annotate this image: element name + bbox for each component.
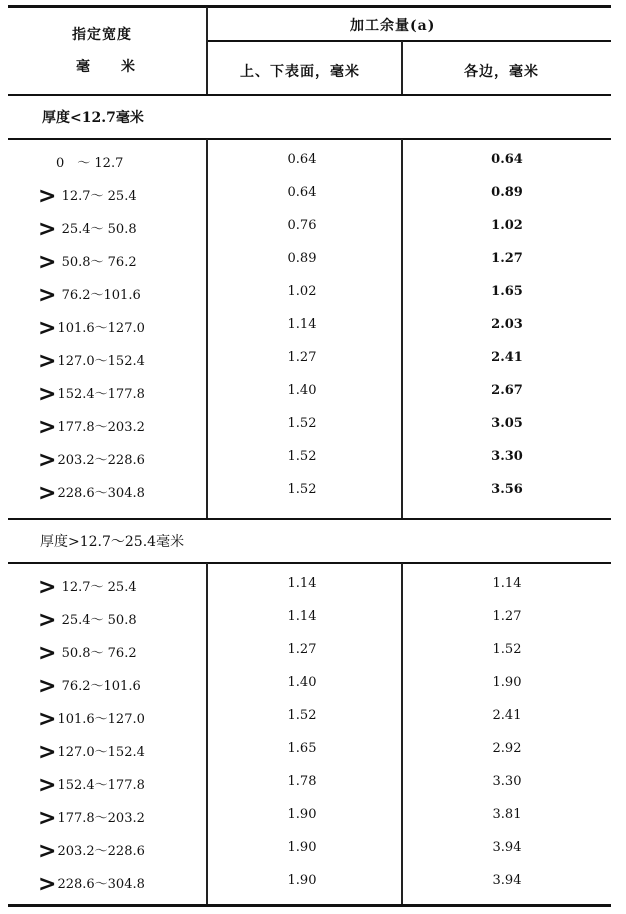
width-range-cell: >152.4～177.8 (38, 382, 145, 407)
width-range-cell: >127.0～152.4 (38, 740, 145, 765)
top-bottom-allowance-cell: 1.02 (287, 284, 317, 299)
width-range-cell: > 50.8～ 76.2 (38, 641, 137, 666)
section2-top-rule (8, 518, 611, 520)
width-range-cell: >177.8～203.2 (38, 806, 145, 831)
width-range-cell: >228.6～304.8 (38, 481, 145, 506)
section-title-thick: 厚度>12.7～25.4毫米 (40, 534, 185, 550)
width-range-cell: >101.6～127.0 (38, 707, 145, 732)
width-range-cell: >228.6～304.8 (38, 872, 145, 897)
top-bottom-allowance-cell: 0.64 (287, 152, 317, 167)
top-bottom-allowance-cell: 1.90 (287, 840, 317, 855)
section-title-thin: 厚度<12.7毫米 (42, 110, 144, 126)
each-side-allowance-cell: 2.41 (492, 708, 522, 723)
top-rule (8, 5, 611, 8)
width-range-cell: >177.8～203.2 (38, 415, 145, 440)
width-range-cell: 0 ～ 12.7 (56, 156, 124, 171)
each-side-allowance-cell: 2.92 (492, 741, 522, 756)
each-side-allowance-cell: 3.94 (492, 840, 522, 855)
each-side-allowance-cell: 1.02 (491, 218, 523, 233)
top-bottom-allowance-cell: 0.89 (287, 251, 317, 266)
section1-title-rule (8, 138, 611, 140)
header-width-line2: 毫 米 (76, 59, 136, 75)
top-bottom-allowance-cell: 1.14 (287, 609, 317, 624)
header-width-line1: 指定宽度 (72, 27, 132, 43)
width-range-cell: >203.2～228.6 (38, 839, 145, 864)
top-bottom-allowance-cell: 0.64 (287, 185, 317, 200)
width-range-cell: >127.0～152.4 (38, 349, 145, 374)
width-range-cell: > 25.4～ 50.8 (38, 217, 137, 242)
top-bottom-allowance-cell: 0.76 (287, 218, 317, 233)
top-bottom-allowance-cell: 1.90 (287, 807, 317, 822)
top-bottom-allowance-cell: 1.14 (287, 576, 317, 591)
each-side-allowance-cell: 0.64 (491, 152, 523, 167)
width-range-cell: >101.6～127.0 (38, 316, 145, 341)
top-bottom-allowance-cell: 1.27 (287, 350, 317, 365)
each-side-allowance-cell: 3.81 (492, 807, 522, 822)
top-bottom-allowance-cell: 1.40 (287, 383, 317, 398)
width-range-cell: > 76.2～101.6 (38, 674, 141, 699)
top-bottom-allowance-cell: 1.52 (287, 482, 317, 497)
body2-vline-2 (401, 563, 403, 904)
each-side-allowance-cell: 3.05 (491, 416, 523, 431)
header-vline-1 (206, 7, 208, 94)
each-side-allowance-cell: 3.30 (492, 774, 522, 789)
each-side-allowance-cell: 1.27 (491, 251, 523, 266)
each-side-allowance-cell: 1.65 (491, 284, 523, 299)
section2-title-rule (8, 562, 611, 564)
width-range-cell: > 76.2～101.6 (38, 283, 141, 308)
each-side-allowance-cell: 1.52 (492, 642, 522, 657)
each-side-allowance-cell: 2.67 (491, 383, 523, 398)
each-side-allowance-cell: 3.30 (491, 449, 523, 464)
each-side-allowance-cell: 2.03 (491, 317, 523, 332)
top-bottom-allowance-cell: 1.90 (287, 873, 317, 888)
top-bottom-allowance-cell: 1.27 (287, 642, 317, 657)
width-range-cell: > 50.8～ 76.2 (38, 250, 137, 275)
width-range-cell: > 12.7～ 25.4 (38, 184, 137, 209)
header-sub-rule (207, 40, 611, 42)
top-bottom-allowance-cell: 1.14 (287, 317, 317, 332)
top-bottom-allowance-cell: 1.40 (287, 675, 317, 690)
top-bottom-allowance-cell: 1.78 (287, 774, 317, 789)
each-side-allowance-cell: 3.56 (491, 482, 523, 497)
bottom-rule (8, 904, 611, 907)
header-top-bottom: 上、下表面，毫米 (240, 64, 360, 80)
top-bottom-allowance-cell: 1.52 (287, 708, 317, 723)
header-vline-2 (401, 41, 403, 94)
each-side-allowance-cell: 3.94 (492, 873, 522, 888)
each-side-allowance-cell: 1.14 (492, 576, 522, 591)
each-side-allowance-cell: 0.89 (491, 185, 523, 200)
header-bottom-rule (8, 94, 611, 96)
top-bottom-allowance-cell: 1.52 (287, 449, 317, 464)
body1-vline-2 (401, 139, 403, 518)
header-allowance: 加工余量(a) (350, 18, 436, 34)
top-bottom-allowance-cell: 1.65 (287, 741, 317, 756)
top-bottom-allowance-cell: 1.52 (287, 416, 317, 431)
width-range-cell: >203.2～228.6 (38, 448, 145, 473)
header-each-side: 各边，毫米 (464, 64, 539, 80)
width-range-cell: >152.4～177.8 (38, 773, 145, 798)
width-range-cell: > 25.4～ 50.8 (38, 608, 137, 633)
width-range-cell: > 12.7～ 25.4 (38, 575, 137, 600)
each-side-allowance-cell: 1.27 (492, 609, 522, 624)
each-side-allowance-cell: 1.90 (492, 675, 522, 690)
each-side-allowance-cell: 2.41 (491, 350, 523, 365)
